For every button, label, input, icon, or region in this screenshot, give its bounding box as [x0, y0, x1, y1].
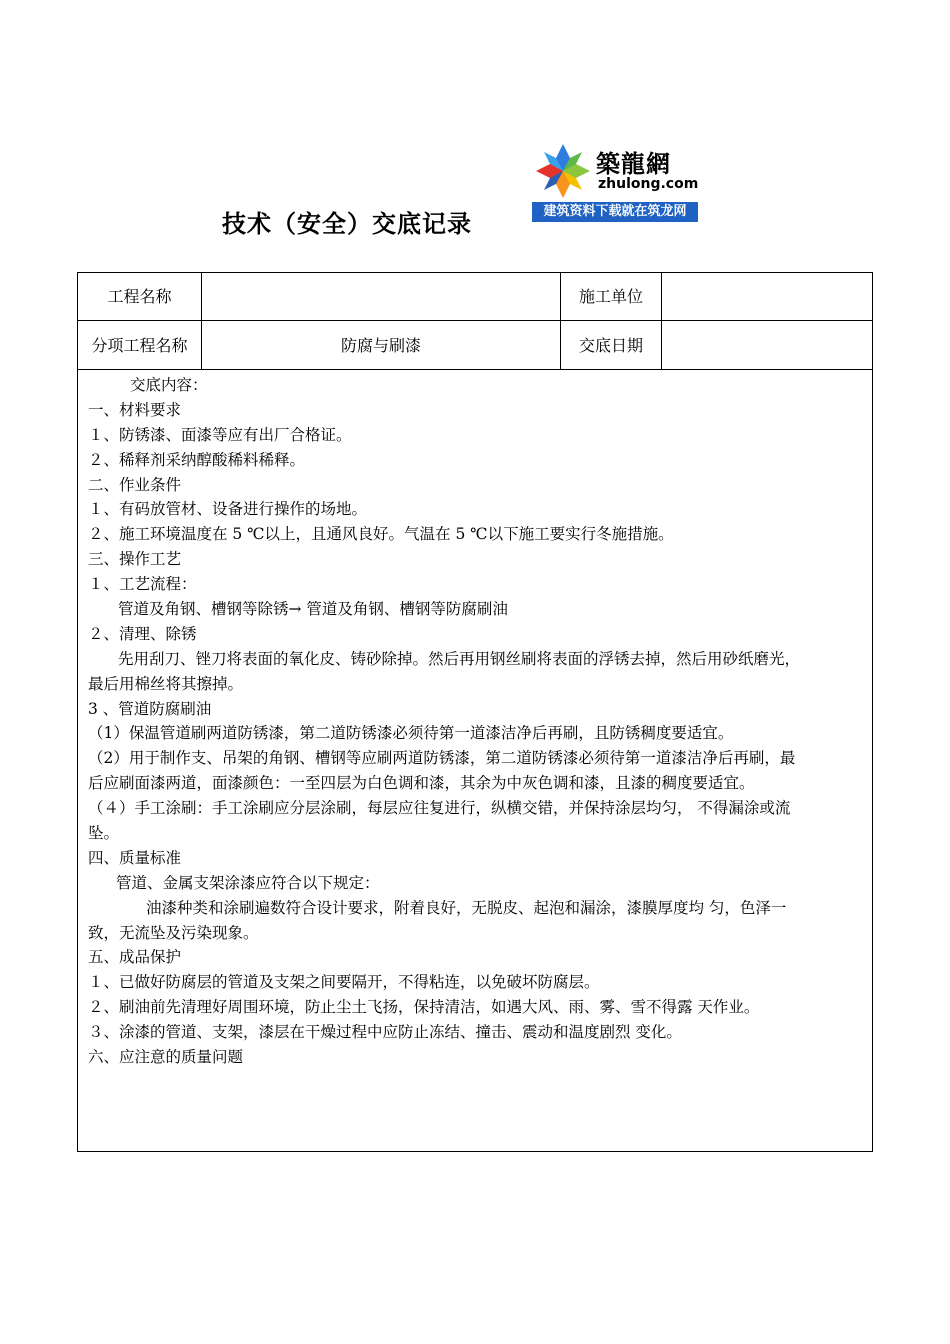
- content-line: 坠。: [88, 824, 120, 843]
- logo-mark: [532, 140, 698, 202]
- content-line: （1）保温管道刷两道防锈漆，第二道防锈漆必须待第一道漆洁净后再刷，且防锈稠度要适宜。: [88, 724, 734, 743]
- sub-project-value: 防腐与刷漆: [340, 336, 421, 355]
- section-heading: 二、作业条件: [88, 475, 182, 494]
- logo-domain: zhulong.com: [598, 176, 699, 192]
- disclosure-content: [88, 373, 868, 1070]
- section-heading: 五、成品保护: [88, 948, 182, 967]
- section-heading: 四、质量标准: [88, 848, 182, 867]
- content-line: 最后用棉丝将其擦掉。: [88, 674, 244, 693]
- content-line: 致，无流坠及污染现象。: [88, 923, 259, 942]
- sub-project-label: 分项工程名称: [91, 336, 188, 355]
- row-divider: [78, 369, 872, 370]
- project-name-label: 工程名称: [107, 287, 172, 306]
- logo-name: 築龍網: [596, 149, 671, 178]
- logo-banner: 建筑资料下载就在筑龙网: [532, 202, 698, 222]
- content-line: ２、清理、除锈: [88, 624, 197, 643]
- construction-unit-label: 施工单位: [578, 287, 643, 306]
- content-line: （４）手工涂刷：手工涂刷应分层涂刷，每层应往复进行，纵横交错，并保持涂层均匀， 不得漏涂或流: [88, 799, 791, 818]
- content-line: １、工艺流程：: [88, 575, 197, 594]
- content-line: 油漆种类和涂刷遍数符合设计要求，附着良好，无脱皮、起泡和漏涂，漆膜厚度均 匀，色泽一: [146, 898, 787, 917]
- section-heading: 三、操作工艺: [88, 550, 182, 569]
- content-line: １、防锈漆、面漆等应有出厂合格证。: [88, 425, 352, 444]
- content-line: 管道及角钢、槽钢等除锈→ 管道及角钢、槽钢等防腐刷油: [118, 600, 508, 619]
- zhulong-logo: [532, 140, 698, 222]
- content-line: （2）用于制作支、吊架的角钢、槽钢等应刷两道防锈漆，第二道防锈漆必须待第一道漆洁净后再刷，最: [88, 749, 796, 768]
- content-line: 管道、金属支架涂漆应符合以下规定：: [116, 873, 380, 892]
- content-line: ２、施工环境温度在 5 ℃以上，且通风良好。气温在 5 ℃以下施工要实行冬施措施。: [88, 525, 674, 544]
- column-divider: [661, 273, 662, 369]
- content-line: １、已做好防腐层的管道及支架之间要隔开，不得粘连，以免破坏防腐层。: [88, 973, 600, 992]
- content-line: ３、涂漆的管道、支架，漆层在干燥过程中应防止冻结、撞击、震动和温度剧烈 变化。: [88, 1023, 682, 1042]
- content-line: 3 、管道防腐刷油: [88, 699, 212, 718]
- content-line: ２、稀释剂采纳醇酸稀料稀释。: [88, 450, 306, 469]
- content-line: 先用刮刀、锉刀将表面的氧化皮、铸砂除掉。然后再用钢丝刷将表面的浮锈去掉，然后用砂纸磨光，: [118, 649, 801, 668]
- record-table: [77, 272, 873, 1152]
- section-heading: 一、材料要求: [88, 400, 182, 419]
- section-heading: 六、应注意的质量问题: [88, 1048, 244, 1067]
- row-divider: [78, 320, 872, 321]
- content-heading: 交底内容：: [130, 376, 208, 394]
- date-label: 交底日期: [578, 336, 643, 355]
- content-line: ２、刷油前先清理好周围环境，防止尘土飞扬，保持清洁，如遇大风、雨、雾、雪不得露 天作业。: [88, 998, 760, 1017]
- pinwheel-icon: [532, 140, 594, 202]
- page-title: 技术（安全）交底记录: [222, 210, 472, 238]
- content-line: 后应刷面漆两道，面漆颜色：一至四层为白色调和漆，其余为中灰色调和漆，且漆的稠度要适宜。: [88, 774, 755, 793]
- content-line: １、有码放管材、设备进行操作的场地。: [88, 500, 368, 519]
